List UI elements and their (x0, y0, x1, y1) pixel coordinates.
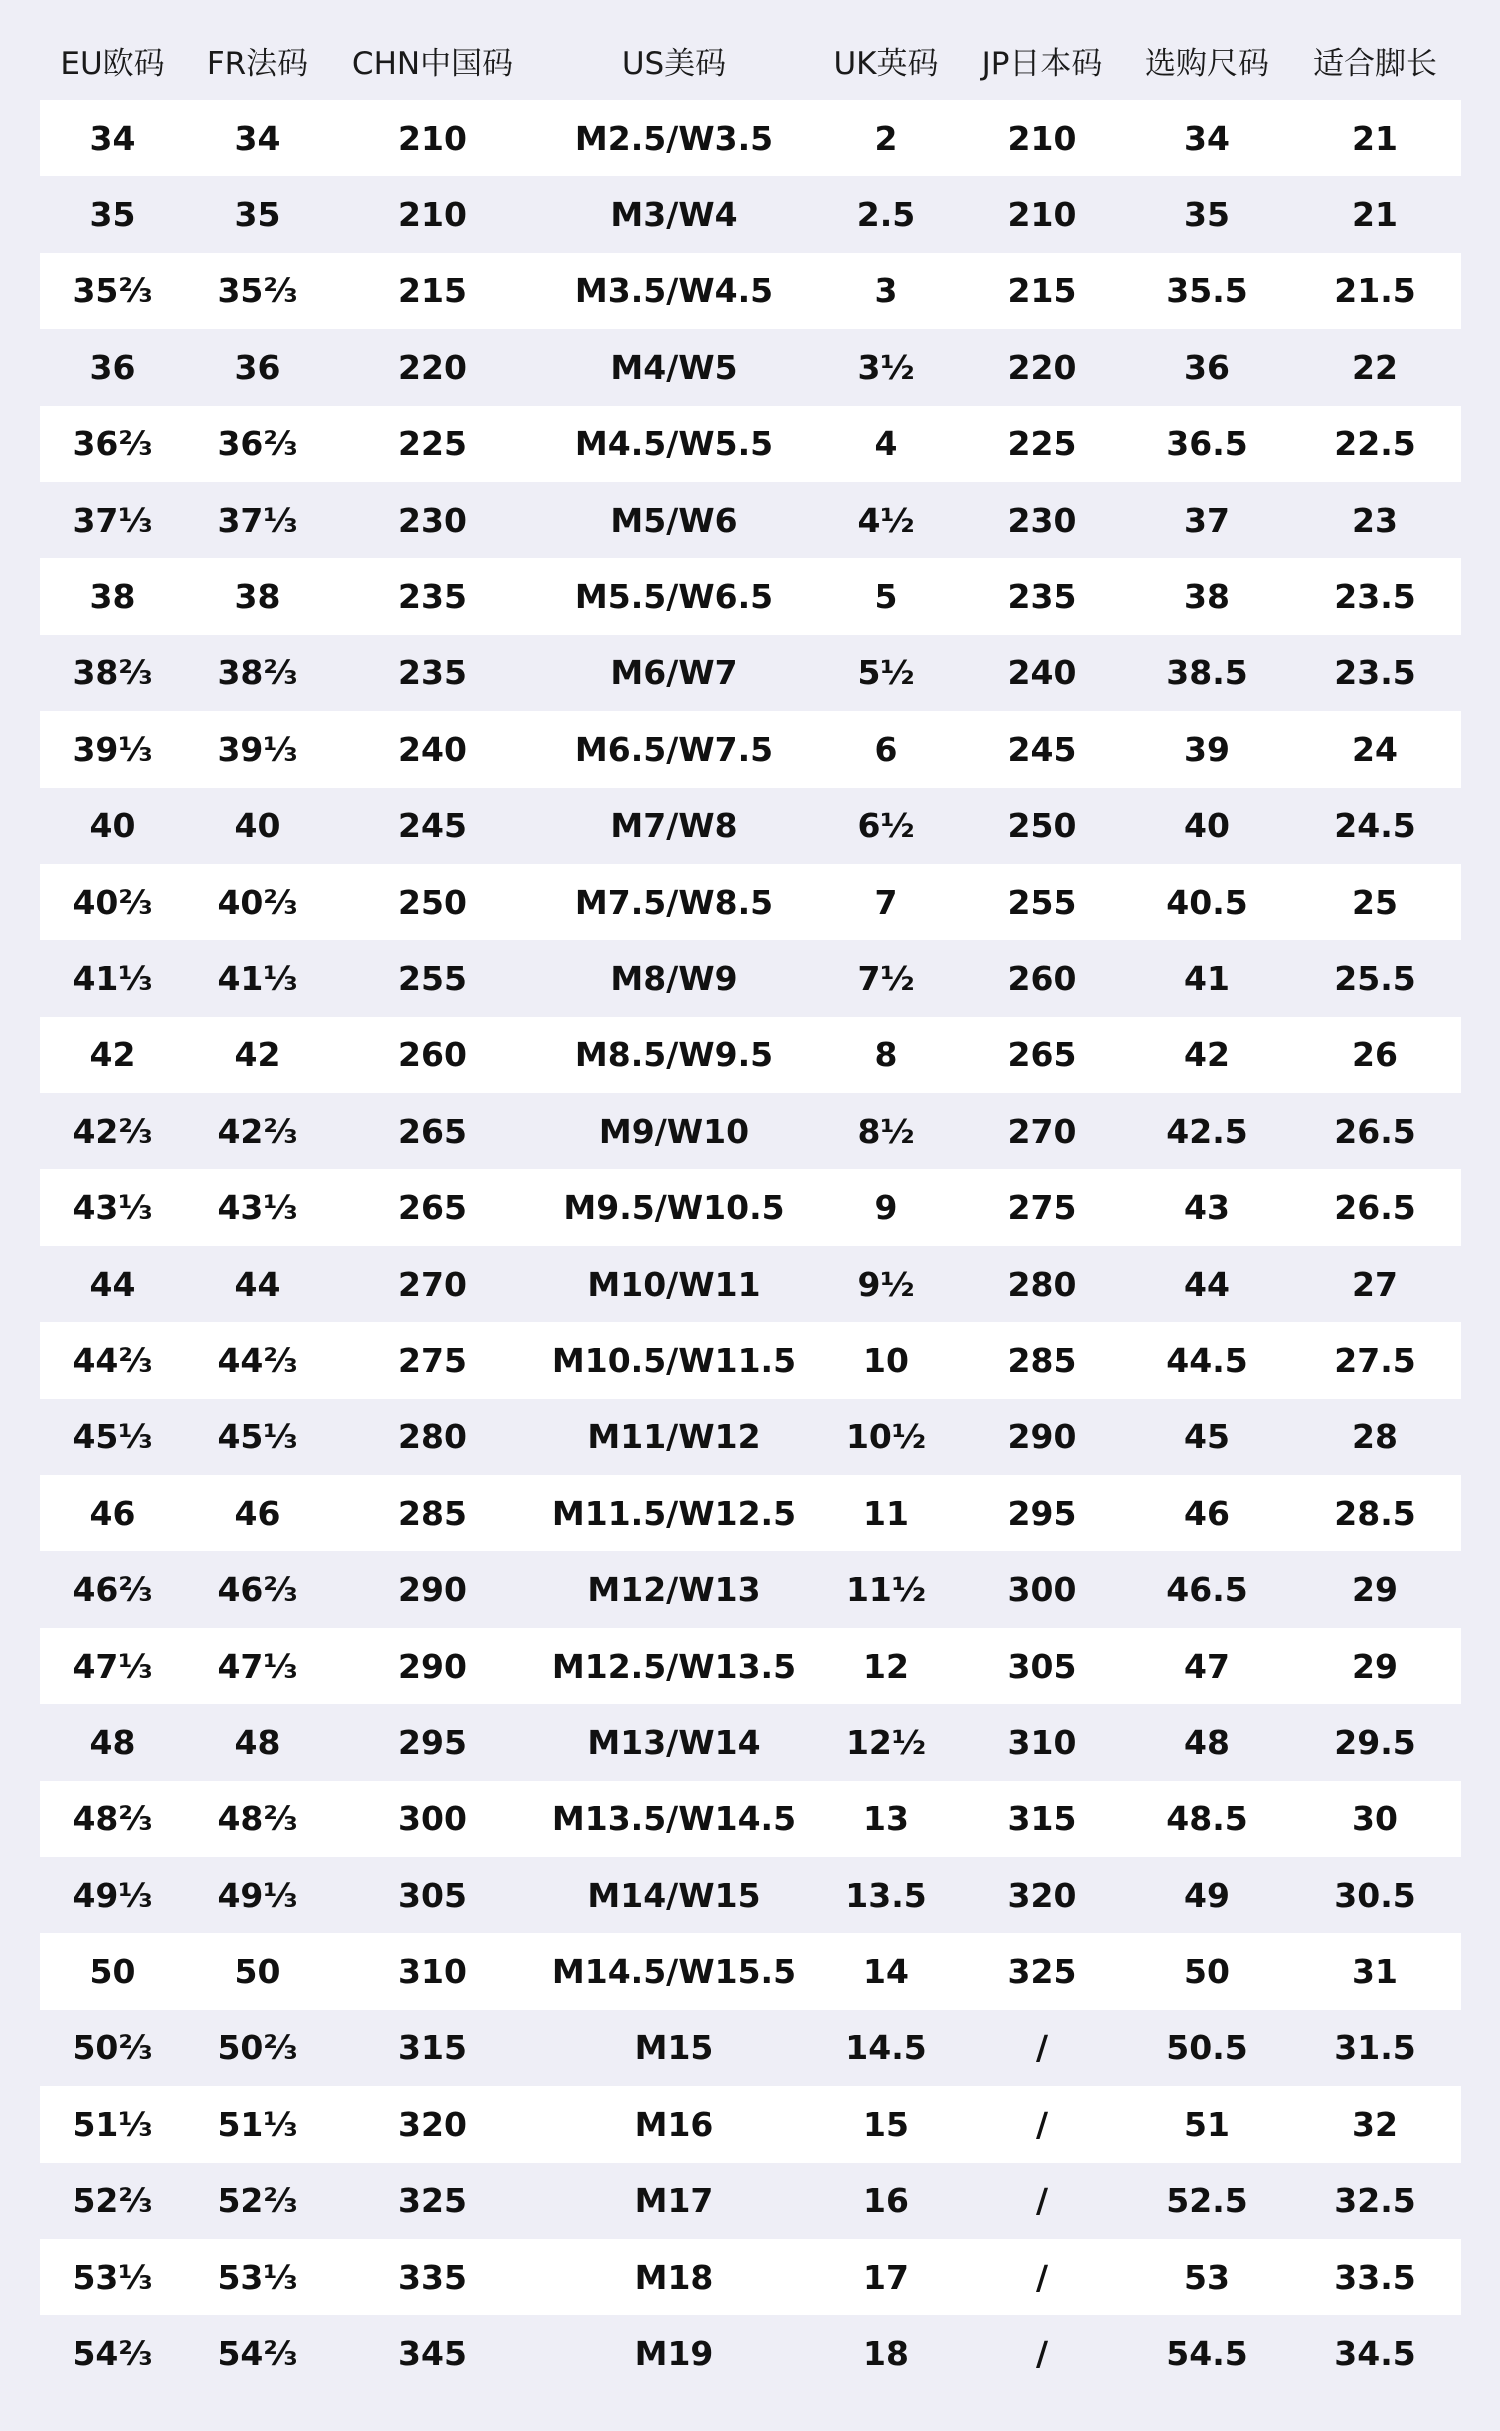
cell-purchase-size: 35.5 (1125, 253, 1289, 329)
header-foot-length: 适合脚长 (1313, 45, 1437, 82)
cell-foot-length: 29 (1289, 1628, 1461, 1704)
cell-uk: 2.5 (813, 176, 959, 252)
table-row (40, 1169, 1461, 1245)
cell-foot-length: 32.5 (1289, 2163, 1461, 2239)
cell-purchase-size: 50 (1125, 1933, 1289, 2009)
cell-fr: 52⅔ (185, 2163, 330, 2239)
cell-purchase-size: 36 (1125, 329, 1289, 405)
table-row (40, 482, 1461, 558)
cell-eu: 47⅓ (40, 1628, 185, 1704)
cell-foot-length: 27 (1289, 1246, 1461, 1322)
header-purchase-size: 选购尺码 (1145, 45, 1269, 82)
table-row (40, 2315, 1461, 2391)
cell-purchase-size: 34 (1125, 100, 1289, 176)
shoe-size-table (40, 20, 1461, 2392)
cell-jp: 275 (959, 1169, 1125, 1245)
table-row (40, 2239, 1461, 2315)
cell-uk: 13.5 (813, 1857, 959, 1933)
cell-uk: 13 (813, 1781, 959, 1857)
cell-chn: 250 (330, 864, 535, 940)
cell-us: M16 (535, 2086, 813, 2162)
cell-uk: 3 (813, 253, 959, 329)
cell-foot-length: 28.5 (1289, 1475, 1461, 1551)
cell-uk: 12½ (813, 1704, 959, 1780)
table-row (40, 1933, 1461, 2009)
table-row (40, 1704, 1461, 1780)
cell-fr: 37⅓ (185, 482, 330, 558)
cell-uk: 17 (813, 2239, 959, 2315)
cell-eu: 53⅓ (40, 2239, 185, 2315)
cell-eu: 39⅓ (40, 711, 185, 787)
cell-foot-length: 31.5 (1289, 2010, 1461, 2086)
cell-purchase-size: 54.5 (1125, 2315, 1289, 2391)
cell-chn: 295 (330, 1704, 535, 1780)
cell-purchase-size: 43 (1125, 1169, 1289, 1245)
cell-fr: 44⅔ (185, 1322, 330, 1398)
cell-purchase-size: 37 (1125, 482, 1289, 558)
cell-purchase-size: 42 (1125, 1017, 1289, 1093)
cell-chn: 345 (330, 2315, 535, 2391)
cell-chn: 245 (330, 788, 535, 864)
cell-purchase-size: 48 (1125, 1704, 1289, 1780)
cell-jp: 325 (959, 1933, 1125, 2009)
cell-eu: 40 (40, 788, 185, 864)
cell-purchase-size: 41 (1125, 940, 1289, 1016)
cell-us: M15 (535, 2010, 813, 2086)
cell-us: M13.5/W14.5 (535, 1781, 813, 1857)
table-row (40, 100, 1461, 176)
cell-chn: 310 (330, 1933, 535, 2009)
header-uk: UK英码 (833, 45, 939, 82)
cell-foot-length: 26 (1289, 1017, 1461, 1093)
cell-foot-length: 23.5 (1289, 558, 1461, 634)
cell-foot-length: 28 (1289, 1399, 1461, 1475)
cell-eu: 40⅔ (40, 864, 185, 940)
cell-foot-length: 29.5 (1289, 1704, 1461, 1780)
cell-foot-length: 27.5 (1289, 1322, 1461, 1398)
cell-foot-length: 21 (1289, 176, 1461, 252)
cell-eu: 38 (40, 558, 185, 634)
table-row (40, 2086, 1461, 2162)
cell-us: M5.5/W6.5 (535, 558, 813, 634)
cell-eu: 48 (40, 1704, 185, 1780)
cell-fr: 40 (185, 788, 330, 864)
cell-jp: 255 (959, 864, 1125, 940)
cell-us: M3/W4 (535, 176, 813, 252)
cell-us: M11/W12 (535, 1399, 813, 1475)
cell-uk: 3½ (813, 329, 959, 405)
cell-foot-length: 26.5 (1289, 1093, 1461, 1169)
table-row (40, 1017, 1461, 1093)
cell-uk: 14.5 (813, 2010, 959, 2086)
cell-jp: 245 (959, 711, 1125, 787)
cell-fr: 39⅓ (185, 711, 330, 787)
cell-jp: 260 (959, 940, 1125, 1016)
cell-us: M10/W11 (535, 1246, 813, 1322)
cell-jp: 310 (959, 1704, 1125, 1780)
cell-us: M2.5/W3.5 (535, 100, 813, 176)
cell-uk: 6 (813, 711, 959, 787)
cell-us: M12/W13 (535, 1551, 813, 1627)
table-row (40, 635, 1461, 711)
cell-fr: 38⅔ (185, 635, 330, 711)
cell-jp: 320 (959, 1857, 1125, 1933)
cell-fr: 43⅓ (185, 1169, 330, 1245)
cell-us: M6/W7 (535, 635, 813, 711)
cell-foot-length: 21 (1289, 100, 1461, 176)
cell-eu: 52⅔ (40, 2163, 185, 2239)
cell-purchase-size: 48.5 (1125, 1781, 1289, 1857)
table-row (40, 1322, 1461, 1398)
table-row (40, 329, 1461, 405)
cell-chn: 215 (330, 253, 535, 329)
cell-jp: / (959, 2315, 1125, 2391)
cell-fr: 40⅔ (185, 864, 330, 940)
cell-chn: 265 (330, 1093, 535, 1169)
cell-eu: 44⅔ (40, 1322, 185, 1398)
cell-uk: 4 (813, 406, 959, 482)
cell-foot-length: 22 (1289, 329, 1461, 405)
cell-foot-length: 34.5 (1289, 2315, 1461, 2391)
table-row (40, 1399, 1461, 1475)
cell-purchase-size: 36.5 (1125, 406, 1289, 482)
header-eu: EU欧码 (60, 45, 165, 82)
cell-eu: 35⅔ (40, 253, 185, 329)
cell-fr: 44 (185, 1246, 330, 1322)
cell-foot-length: 25 (1289, 864, 1461, 940)
cell-eu: 50 (40, 1933, 185, 2009)
cell-chn: 285 (330, 1475, 535, 1551)
cell-eu: 51⅓ (40, 2086, 185, 2162)
cell-chn: 210 (330, 176, 535, 252)
cell-foot-length: 32 (1289, 2086, 1461, 2162)
cell-chn: 280 (330, 1399, 535, 1475)
cell-fr: 48⅔ (185, 1781, 330, 1857)
cell-purchase-size: 47 (1125, 1628, 1289, 1704)
cell-fr: 38 (185, 558, 330, 634)
cell-eu: 44 (40, 1246, 185, 1322)
cell-uk: 10½ (813, 1399, 959, 1475)
cell-eu: 35 (40, 176, 185, 252)
cell-chn: 315 (330, 2010, 535, 2086)
cell-eu: 34 (40, 100, 185, 176)
cell-us: M7.5/W8.5 (535, 864, 813, 940)
cell-chn: 230 (330, 482, 535, 558)
cell-chn: 290 (330, 1551, 535, 1627)
table-row (40, 558, 1461, 634)
cell-eu: 36⅔ (40, 406, 185, 482)
header-chn: CHN中国码 (351, 45, 514, 82)
table-row (40, 1551, 1461, 1627)
cell-jp: 285 (959, 1322, 1125, 1398)
cell-fr: 45⅓ (185, 1399, 330, 1475)
table-row (40, 864, 1461, 940)
cell-eu: 48⅔ (40, 1781, 185, 1857)
cell-purchase-size: 45 (1125, 1399, 1289, 1475)
cell-chn: 220 (330, 329, 535, 405)
cell-eu: 46⅔ (40, 1551, 185, 1627)
cell-uk: 12 (813, 1628, 959, 1704)
table-row (40, 2163, 1461, 2239)
cell-chn: 305 (330, 1857, 535, 1933)
cell-fr: 35⅔ (185, 253, 330, 329)
cell-us: M8/W9 (535, 940, 813, 1016)
cell-foot-length: 33.5 (1289, 2239, 1461, 2315)
header-jp: JP日本码 (981, 45, 1103, 82)
cell-chn: 300 (330, 1781, 535, 1857)
cell-fr: 35 (185, 176, 330, 252)
cell-jp: 240 (959, 635, 1125, 711)
cell-chn: 240 (330, 711, 535, 787)
cell-fr: 42⅔ (185, 1093, 330, 1169)
cell-jp: 225 (959, 406, 1125, 482)
cell-uk: 5 (813, 558, 959, 634)
cell-uk: 8½ (813, 1093, 959, 1169)
cell-jp: 315 (959, 1781, 1125, 1857)
cell-jp: / (959, 2163, 1125, 2239)
cell-chn: 235 (330, 635, 535, 711)
cell-purchase-size: 38 (1125, 558, 1289, 634)
cell-us: M18 (535, 2239, 813, 2315)
cell-purchase-size: 44 (1125, 1246, 1289, 1322)
cell-fr: 50⅔ (185, 2010, 330, 2086)
cell-us: M17 (535, 2163, 813, 2239)
cell-chn: 290 (330, 1628, 535, 1704)
cell-jp: 220 (959, 329, 1125, 405)
cell-purchase-size: 51 (1125, 2086, 1289, 2162)
cell-foot-length: 24 (1289, 711, 1461, 787)
cell-uk: 11 (813, 1475, 959, 1551)
cell-us: M7/W8 (535, 788, 813, 864)
cell-jp: 250 (959, 788, 1125, 864)
table-row (40, 1781, 1461, 1857)
cell-us: M4.5/W5.5 (535, 406, 813, 482)
cell-us: M6.5/W7.5 (535, 711, 813, 787)
cell-uk: 9½ (813, 1246, 959, 1322)
cell-us: M8.5/W9.5 (535, 1017, 813, 1093)
cell-jp: / (959, 2010, 1125, 2086)
table-row (40, 711, 1461, 787)
cell-jp: 300 (959, 1551, 1125, 1627)
cell-us: M19 (535, 2315, 813, 2391)
cell-fr: 48 (185, 1704, 330, 1780)
cell-purchase-size: 40.5 (1125, 864, 1289, 940)
cell-jp: / (959, 2239, 1125, 2315)
cell-purchase-size: 38.5 (1125, 635, 1289, 711)
cell-uk: 8 (813, 1017, 959, 1093)
cell-uk: 4½ (813, 482, 959, 558)
cell-eu: 36 (40, 329, 185, 405)
cell-fr: 42 (185, 1017, 330, 1093)
cell-jp: 270 (959, 1093, 1125, 1169)
cell-chn: 335 (330, 2239, 535, 2315)
cell-uk: 7 (813, 864, 959, 940)
cell-us: M4/W5 (535, 329, 813, 405)
cell-jp: 265 (959, 1017, 1125, 1093)
cell-us: M11.5/W12.5 (535, 1475, 813, 1551)
cell-foot-length: 22.5 (1289, 406, 1461, 482)
cell-jp: 280 (959, 1246, 1125, 1322)
cell-chn: 210 (330, 100, 535, 176)
table-row (40, 2010, 1461, 2086)
cell-uk: 9 (813, 1169, 959, 1245)
cell-us: M12.5/W13.5 (535, 1628, 813, 1704)
cell-foot-length: 25.5 (1289, 940, 1461, 1016)
table-row (40, 1857, 1461, 1933)
cell-fr: 46⅔ (185, 1551, 330, 1627)
table-header (40, 20, 1461, 100)
cell-us: M10.5/W11.5 (535, 1322, 813, 1398)
cell-purchase-size: 53 (1125, 2239, 1289, 2315)
cell-fr: 46 (185, 1475, 330, 1551)
cell-uk: 2 (813, 100, 959, 176)
table-body (40, 100, 1461, 2392)
cell-purchase-size: 35 (1125, 176, 1289, 252)
cell-jp: 210 (959, 176, 1125, 252)
cell-purchase-size: 50.5 (1125, 2010, 1289, 2086)
cell-chn: 275 (330, 1322, 535, 1398)
cell-eu: 42⅔ (40, 1093, 185, 1169)
cell-uk: 10 (813, 1322, 959, 1398)
cell-jp: / (959, 2086, 1125, 2162)
cell-chn: 260 (330, 1017, 535, 1093)
cell-eu: 46 (40, 1475, 185, 1551)
cell-fr: 34 (185, 100, 330, 176)
cell-chn: 255 (330, 940, 535, 1016)
table-row (40, 176, 1461, 252)
cell-us: M9/W10 (535, 1093, 813, 1169)
cell-jp: 210 (959, 100, 1125, 176)
cell-foot-length: 23.5 (1289, 635, 1461, 711)
cell-jp: 295 (959, 1475, 1125, 1551)
cell-jp: 215 (959, 253, 1125, 329)
cell-chn: 225 (330, 406, 535, 482)
cell-fr: 41⅓ (185, 940, 330, 1016)
cell-fr: 47⅓ (185, 1628, 330, 1704)
cell-us: M14.5/W15.5 (535, 1933, 813, 2009)
cell-eu: 37⅓ (40, 482, 185, 558)
cell-purchase-size: 46.5 (1125, 1551, 1289, 1627)
cell-chn: 235 (330, 558, 535, 634)
cell-us: M13/W14 (535, 1704, 813, 1780)
cell-purchase-size: 52.5 (1125, 2163, 1289, 2239)
cell-fr: 49⅓ (185, 1857, 330, 1933)
cell-jp: 290 (959, 1399, 1125, 1475)
cell-foot-length: 31 (1289, 1933, 1461, 2009)
cell-foot-length: 30 (1289, 1781, 1461, 1857)
cell-purchase-size: 40 (1125, 788, 1289, 864)
cell-eu: 49⅓ (40, 1857, 185, 1933)
cell-jp: 230 (959, 482, 1125, 558)
cell-us: M3.5/W4.5 (535, 253, 813, 329)
cell-uk: 7½ (813, 940, 959, 1016)
cell-chn: 325 (330, 2163, 535, 2239)
cell-uk: 15 (813, 2086, 959, 2162)
cell-eu: 42 (40, 1017, 185, 1093)
header-row (40, 20, 1461, 100)
cell-fr: 36 (185, 329, 330, 405)
cell-chn: 265 (330, 1169, 535, 1245)
cell-eu: 50⅔ (40, 2010, 185, 2086)
cell-purchase-size: 42.5 (1125, 1093, 1289, 1169)
cell-us: M5/W6 (535, 482, 813, 558)
cell-fr: 51⅓ (185, 2086, 330, 2162)
table-row (40, 788, 1461, 864)
cell-eu: 54⅔ (40, 2315, 185, 2391)
cell-purchase-size: 44.5 (1125, 1322, 1289, 1398)
cell-eu: 43⅓ (40, 1169, 185, 1245)
cell-jp: 305 (959, 1628, 1125, 1704)
table-row (40, 1628, 1461, 1704)
cell-uk: 5½ (813, 635, 959, 711)
cell-fr: 36⅔ (185, 406, 330, 482)
cell-uk: 16 (813, 2163, 959, 2239)
table-row (40, 1093, 1461, 1169)
cell-us: M9.5/W10.5 (535, 1169, 813, 1245)
cell-fr: 54⅔ (185, 2315, 330, 2391)
table-row (40, 406, 1461, 482)
table-row (40, 1246, 1461, 1322)
table-row (40, 1475, 1461, 1551)
cell-uk: 6½ (813, 788, 959, 864)
table-row (40, 253, 1461, 329)
cell-chn: 320 (330, 2086, 535, 2162)
cell-fr: 50 (185, 1933, 330, 2009)
cell-uk: 14 (813, 1933, 959, 2009)
cell-uk: 18 (813, 2315, 959, 2391)
cell-chn: 270 (330, 1246, 535, 1322)
header-us: US美码 (621, 45, 727, 82)
cell-purchase-size: 49 (1125, 1857, 1289, 1933)
cell-eu: 41⅓ (40, 940, 185, 1016)
cell-fr: 53⅓ (185, 2239, 330, 2315)
cell-foot-length: 24.5 (1289, 788, 1461, 864)
cell-purchase-size: 39 (1125, 711, 1289, 787)
cell-us: M14/W15 (535, 1857, 813, 1933)
cell-eu: 45⅓ (40, 1399, 185, 1475)
cell-foot-length: 26.5 (1289, 1169, 1461, 1245)
cell-foot-length: 21.5 (1289, 253, 1461, 329)
cell-purchase-size: 46 (1125, 1475, 1289, 1551)
table-row (40, 940, 1461, 1016)
cell-eu: 38⅔ (40, 635, 185, 711)
cell-foot-length: 29 (1289, 1551, 1461, 1627)
header-fr: FR法码 (206, 45, 309, 82)
cell-foot-length: 23 (1289, 482, 1461, 558)
cell-foot-length: 30.5 (1289, 1857, 1461, 1933)
cell-jp: 235 (959, 558, 1125, 634)
cell-uk: 11½ (813, 1551, 959, 1627)
